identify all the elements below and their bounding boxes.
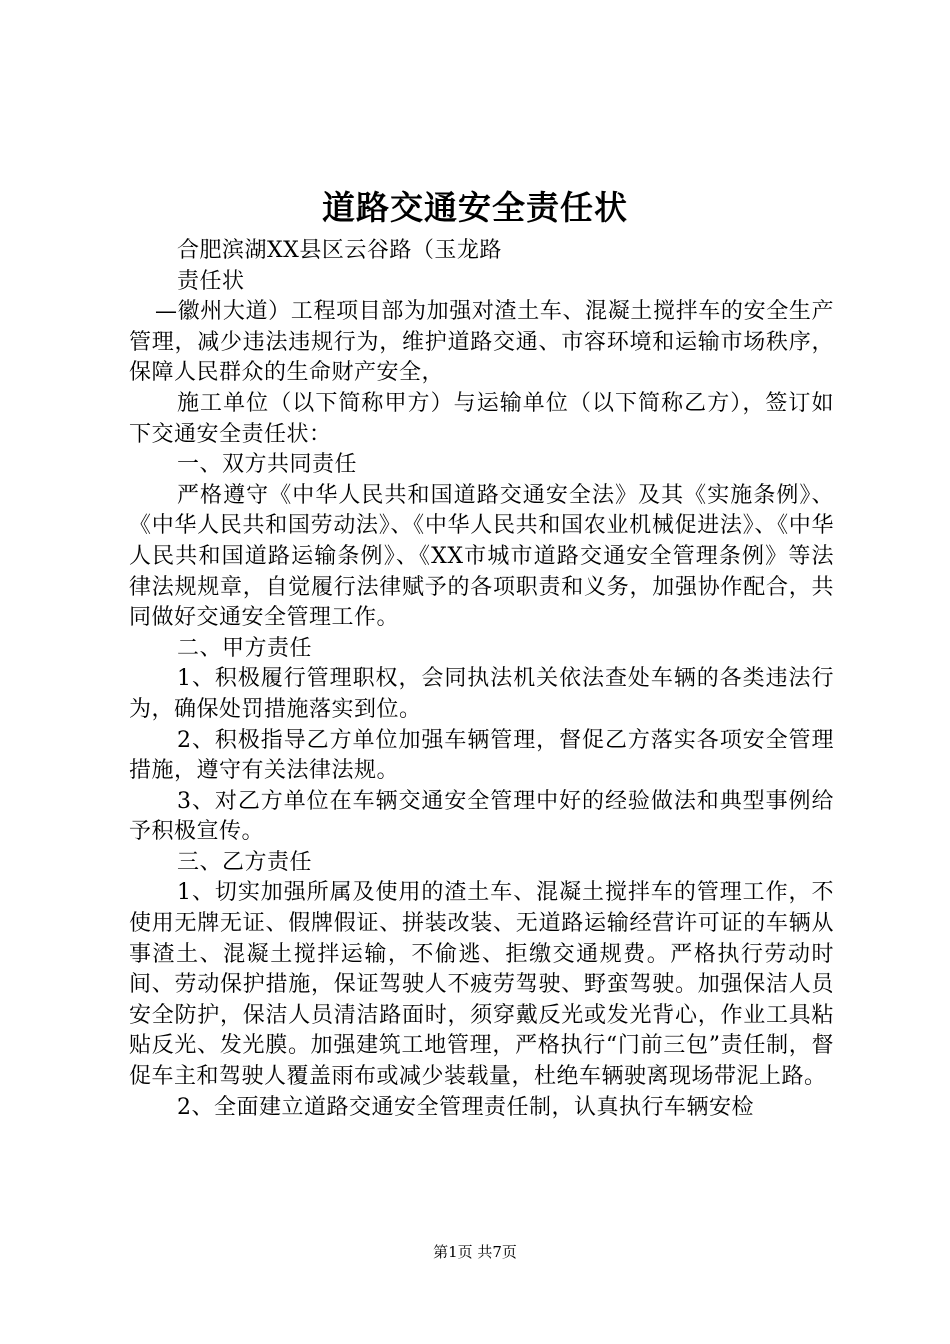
list-item: 2、积极指导乙方单位加强车辆管理，督促乙方落实各项安全管理措施，遵守有关法律法规。 <box>129 727 834 784</box>
document-title: 道路交通安全责任状 <box>322 188 628 227</box>
section-heading: 三、乙方责任 <box>177 849 313 875</box>
section-heading: 二、甲方责任 <box>177 635 313 661</box>
list-item: 2、全面建立道路交通安全管理责任制，认真执行车辆安检 <box>177 1094 754 1120</box>
paragraph: 施工单位（以下简称甲方）与运输单位（以下简称乙方），签订如下交通安全责任状： <box>129 390 834 447</box>
paragraph: 严格遵守《中华人民共和国道路交通安全法》及其《实施条例》、《中华人民共和国劳动法》、《中华人民共和国农业机械促进法》、《中华人民共和国道路运输条例》、《XX市城市道路交通安全管理条例》等法律法规规章，自觉履行法律赋予的各项职责和义务，加强协作配合，共同做好交通安全管理工作。 <box>129 482 834 631</box>
section-heading: 一、双方共同责任 <box>177 452 358 478</box>
page-footer: 第1页 共7页 <box>433 1243 517 1261</box>
paragraph: 责任状 <box>177 268 245 294</box>
paragraph: —徽州大道）工程项目部为加强对渣土车、混凝土搅拌车的安全生产管理，减少违法违规行为，维护道路交通、市容环境和运输市场秩序，保障人民群众的生命财产安全， <box>129 299 834 386</box>
list-item: 1、切实加强所属及使用的渣土车、混凝土搅拌车的管理工作，不使用无牌无证、假牌假证、拼装改装、无道路运输经营许可证的车辆从事渣土、混凝土搅拌运输，不偷逃、拒缴交通规费。严格执行劳动时间、劳动保护措施，保证驾驶人不疲劳驾驶、野蛮驾驶。加强保洁人员安全防护，保洁人员清洁路面时，须穿戴反光或发光背心，作业工具粘贴反光、发光膜。加强建筑工地管理，严格执行“门前三包”责任制，督促车主和驾驶人覆盖雨布或减少装载量，杜绝车辆驶离现场带泥上路。 <box>129 880 834 1090</box>
list-item: 1、积极履行管理职权，会同执法机关依法查处车辆的各类违法行为，确保处罚措施落实到位。 <box>129 666 834 722</box>
paragraph: 合肥滨湖XX县区云谷路（玉龙路 <box>177 238 502 263</box>
document-body <box>129 236 834 1123</box>
list-item: 3、对乙方单位在车辆交通安全管理中好的经验做法和典型事例给予积极宣传。 <box>129 788 834 845</box>
